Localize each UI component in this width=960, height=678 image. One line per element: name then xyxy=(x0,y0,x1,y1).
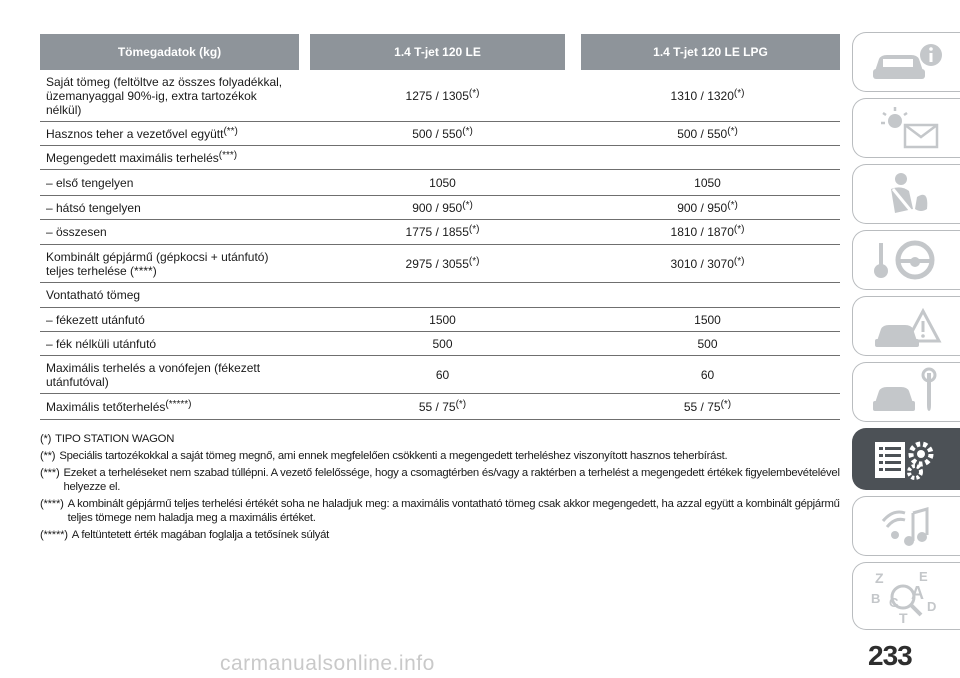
table-row xyxy=(40,170,840,196)
row-label: – összesen xyxy=(46,225,107,239)
table-row xyxy=(40,196,840,220)
table-row xyxy=(40,122,840,146)
row-value-le: 60 xyxy=(435,367,450,382)
tab-emergency[interactable] xyxy=(852,296,960,356)
row-value-le: 500 / 550(*) xyxy=(412,125,473,141)
table-row xyxy=(40,332,840,356)
table-header xyxy=(40,34,840,70)
index-letter: T xyxy=(898,610,908,625)
row-value-le: 55 / 75(*) xyxy=(418,398,467,414)
multimedia-icon xyxy=(865,501,949,551)
row-label: Maximális tetőterhelés(*****) xyxy=(46,398,192,414)
table-row xyxy=(40,356,840,394)
table-row xyxy=(40,70,840,122)
technical-data-icon xyxy=(865,434,949,484)
row-label: Vontatható tömeg xyxy=(46,288,141,302)
index-letter: Z xyxy=(874,570,884,586)
watermark: carmanualsonline.info xyxy=(220,652,435,675)
tab-technical-data[interactable] xyxy=(852,428,960,490)
tab-car-info[interactable] xyxy=(852,32,960,92)
tab-multimedia[interactable] xyxy=(852,496,960,556)
table-row xyxy=(40,245,840,283)
mass-data-table xyxy=(40,34,840,420)
row-value-lpg: 1810 / 1870(*) xyxy=(670,224,745,239)
row-label: – első tengelyen xyxy=(46,175,134,190)
row-value-lpg: 60 xyxy=(700,367,715,382)
row-value-le: 1275 / 1305(*) xyxy=(405,87,480,103)
row-label: – fékezett utánfutó xyxy=(46,312,145,327)
chapter-sidebar xyxy=(852,32,960,636)
warning-lights-icon xyxy=(865,103,949,153)
index-icon xyxy=(865,567,949,625)
index-letter: A xyxy=(910,583,924,603)
table-row xyxy=(40,283,840,308)
row-value-le: 1050 xyxy=(429,175,456,190)
car-info-icon xyxy=(865,37,949,87)
header-engine-le: 1.4 T-jet 120 LE xyxy=(310,34,565,70)
footnote: (*****) A feltüntetett érték magában foglalja a tetősínek súlyát xyxy=(40,529,330,541)
table-row xyxy=(40,394,840,420)
row-value-le: 1500 xyxy=(429,312,456,327)
tab-starting-driving[interactable] xyxy=(852,230,960,290)
emergency-icon xyxy=(865,301,949,351)
tab-maintenance[interactable] xyxy=(852,362,960,422)
row-value-lpg: 55 / 75(*) xyxy=(683,398,732,414)
index-letter: C xyxy=(888,595,898,610)
tab-warning-lights[interactable] xyxy=(852,98,960,158)
row-value-le: 2975 / 3055(*) xyxy=(405,255,480,271)
table-row xyxy=(40,220,840,245)
maintenance-icon xyxy=(865,367,949,417)
row-value-lpg: 900 / 950(*) xyxy=(677,199,738,215)
index-letter: D xyxy=(926,599,936,614)
row-label: Saját tömeg (feltöltve az összes folyadékkal, üzemanyaggal 90%-ig, extra tartozékok nélkül) xyxy=(46,74,283,117)
table-row xyxy=(40,308,840,332)
footnotes xyxy=(40,432,845,545)
row-label: Megengedett maximális terhelés(***) xyxy=(46,149,238,165)
row-label: – fék nélküli utánfutó xyxy=(46,336,157,351)
tab-safety[interactable] xyxy=(852,164,960,224)
footnote: (***) Ezeket a terheléseket nem szabad túllépni. A vezető felelőssége, hogy a csomagtérben és/vagy a raktérben a terhelést a megengedett értékek figyelembevételével helyezze el. xyxy=(40,467,840,493)
footnote: (*) TIPO STATION WAGON xyxy=(40,433,175,445)
row-value-le: 900 / 950(*) xyxy=(412,199,473,215)
footnote: (****) A kombinált gépjármű teljes terhelési értékét soha ne haladjuk meg: a maximális vontatható tömeg csak akkor megengedett, ha azzal együtt a kombinált gépjármű teljes tömege nem haladja meg a maximális értéket. xyxy=(40,498,840,524)
row-value-lpg: 1050 xyxy=(694,175,721,190)
row-label: Kombinált gépjármű (gépkocsi + utánfutó) teljes terhelése (****) xyxy=(46,249,269,278)
row-value-lpg: 1500 xyxy=(694,312,721,327)
page-number: 233 xyxy=(868,640,912,671)
table-row xyxy=(40,146,840,170)
row-value-le: 500 xyxy=(432,336,453,351)
footnote: (**) Speciális tartozékokkal a saját tömeg megnő, ami ennek megfelelően csökkenti a megengedett terheléshez viszonyított hasznos teherbírást. xyxy=(40,450,728,462)
row-value-le: 1775 / 1855(*) xyxy=(405,224,480,239)
index-letter: E xyxy=(918,569,928,584)
row-value-lpg: 1310 / 1320(*) xyxy=(670,87,745,103)
row-label: Maximális terhelés a vonófejen (fékezett utánfutóval) xyxy=(46,360,261,389)
row-value-lpg: 3010 / 3070(*) xyxy=(670,255,745,271)
safety-airbag-icon xyxy=(865,169,949,219)
row-value-lpg: 500 / 550(*) xyxy=(677,125,738,141)
steering-key-icon xyxy=(865,235,949,285)
row-label: – hátsó tengelyen xyxy=(46,200,141,215)
header-engine-lpg: 1.4 T-jet 120 LE LPG xyxy=(581,34,840,70)
header-mass-data: Tömegadatok (kg) xyxy=(40,34,299,70)
row-label: Hasznos teher a vezetővel együtt(**) xyxy=(46,125,238,141)
row-value-lpg: 500 xyxy=(697,336,718,351)
index-letter: B xyxy=(870,591,880,606)
tab-index[interactable] xyxy=(852,562,960,630)
